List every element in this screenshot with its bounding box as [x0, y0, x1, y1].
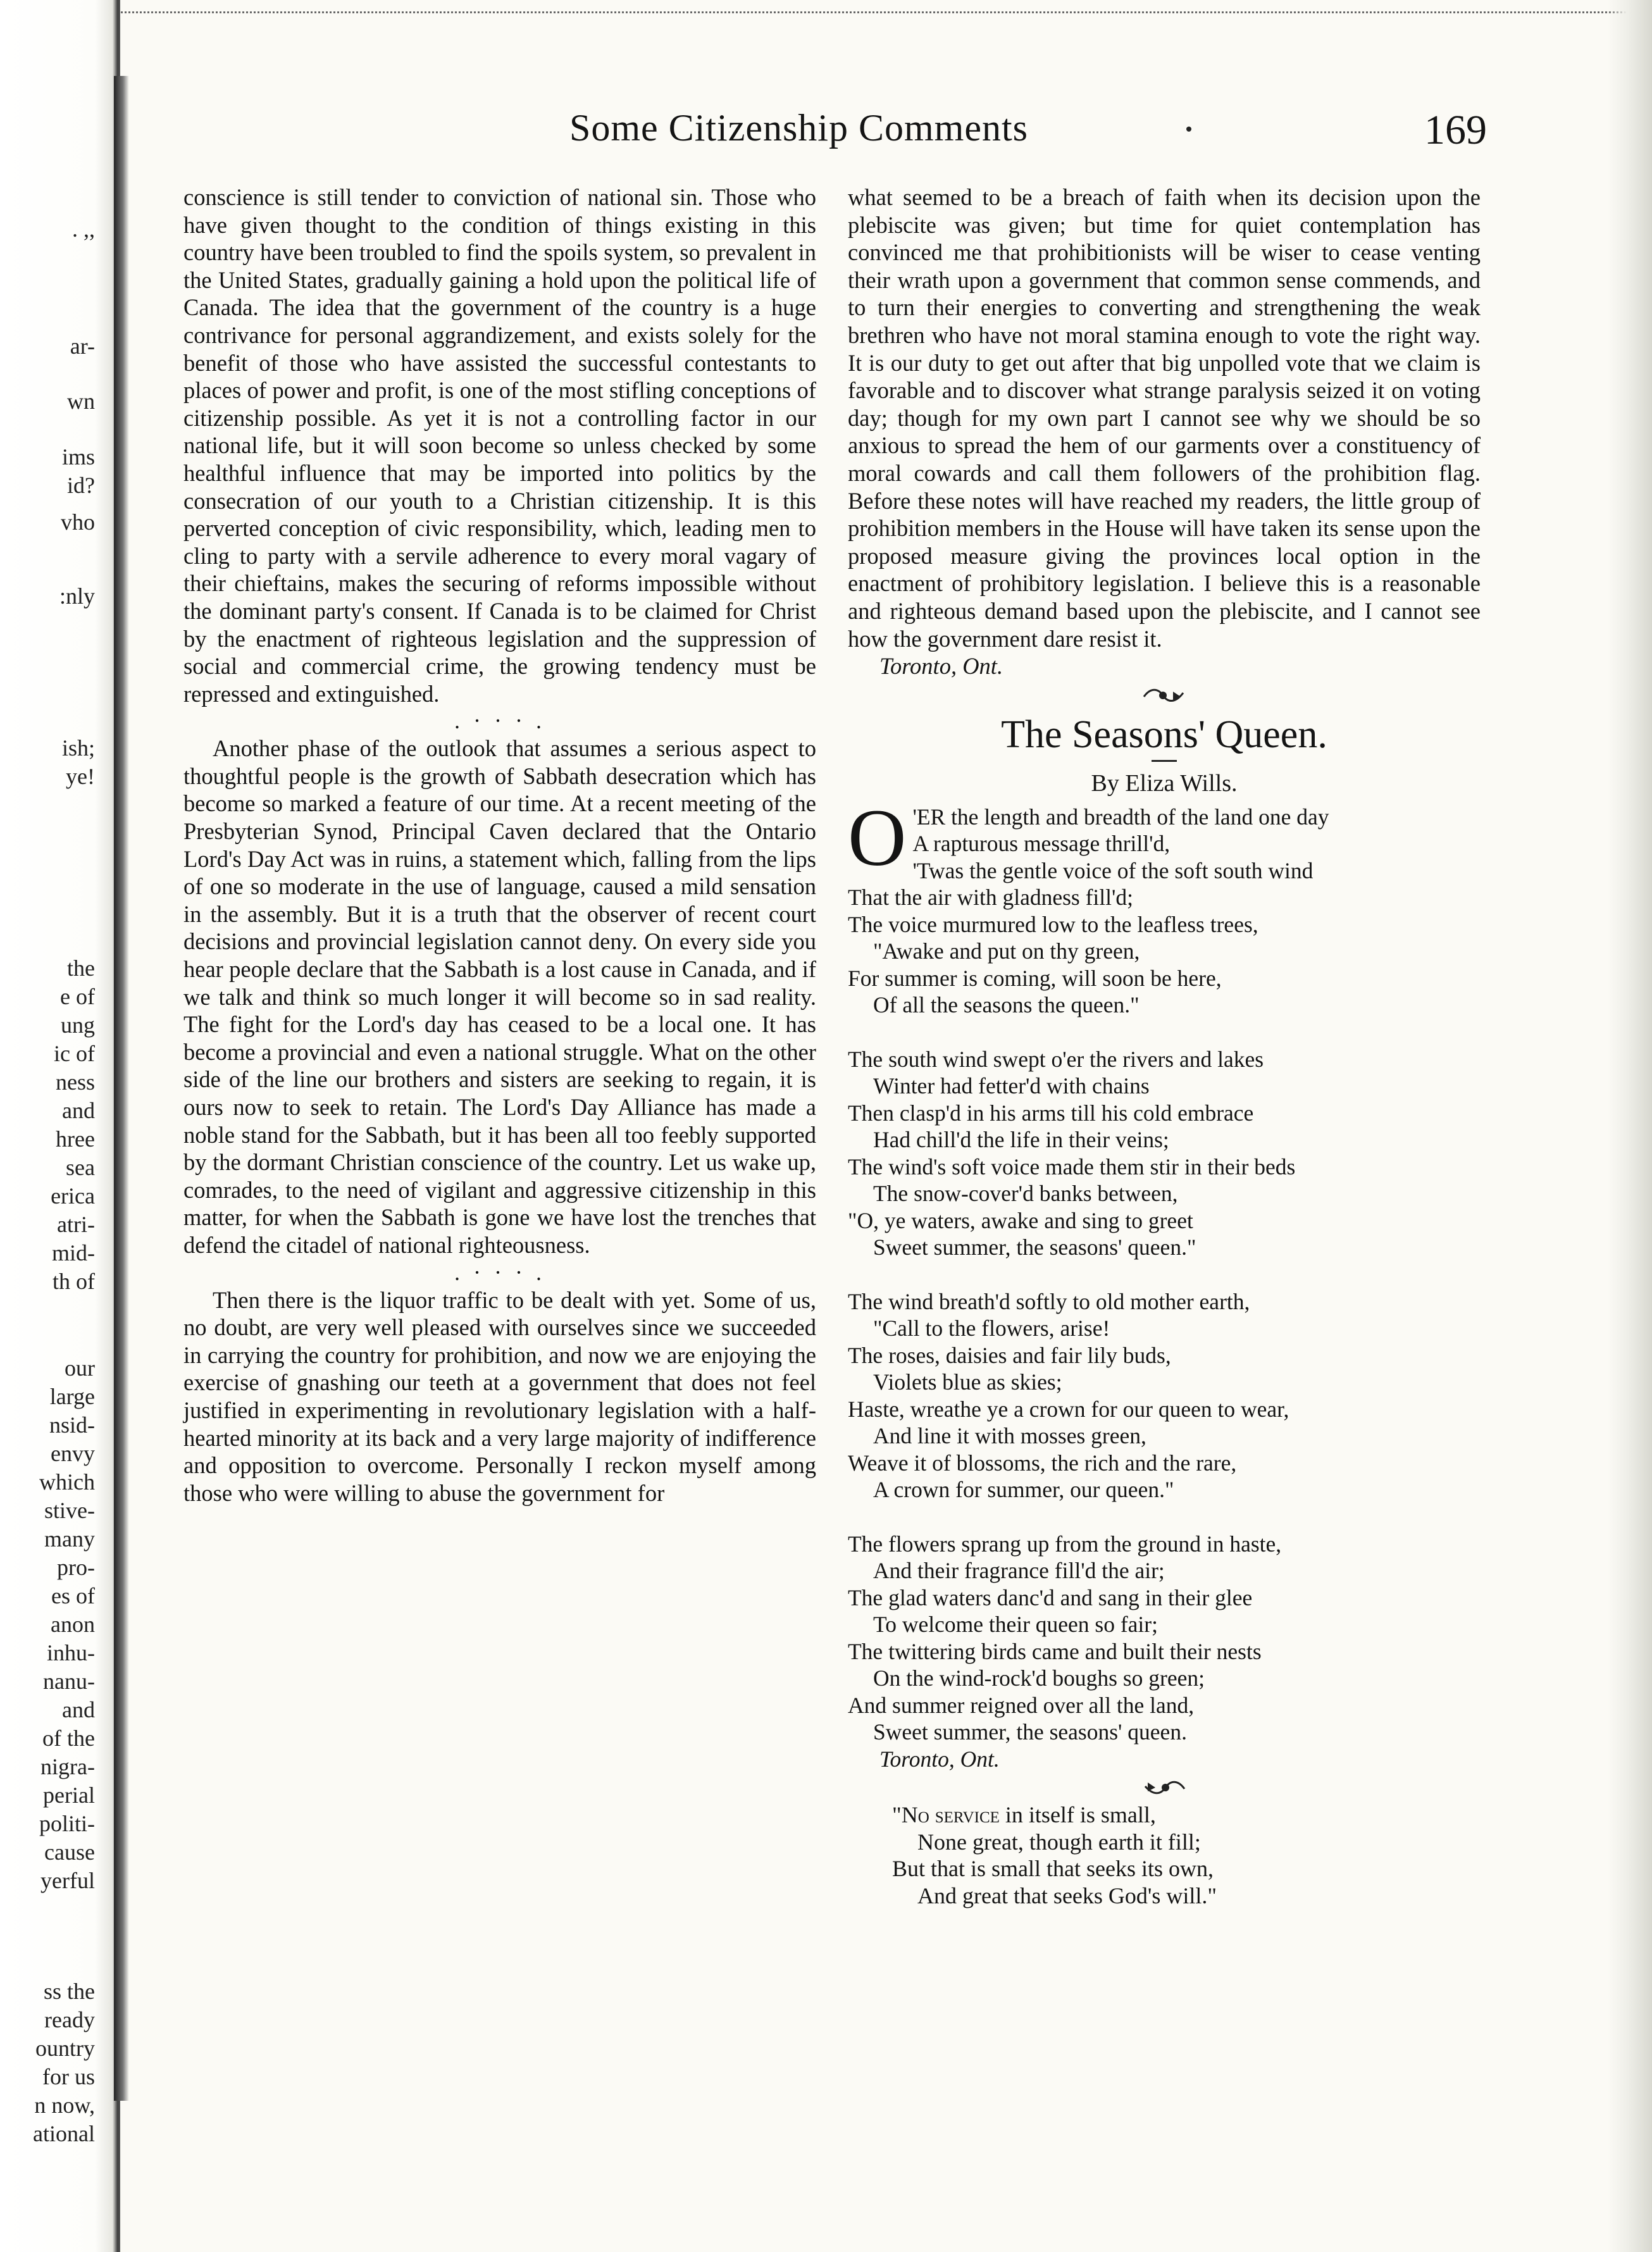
left-paragraph-3: Then there is the liquor traffic to be dealt with yet. Some of us, no doubt, are very well pleased with ourselves since we succeeded in carrying the country for prohibition, and now we are enjoying the exercise of gnashing our teeth at a government that does not feel justified in experimenting in revolutionary legislation with a half-hearted minority at its back and a very large majority of indifference and opposition to overcome. Personally I reckon myself among those who were willing to abuse the government for [183, 1286, 816, 1506]
margin-fragment: politi- [39, 1811, 95, 1836]
poem-stanza [848, 792, 1481, 1019]
margin-fragment: and [62, 1697, 95, 1722]
poem-line: To welcome their queen so fair; [873, 1612, 1158, 1638]
margin-fragment: nsid- [49, 1412, 95, 1438]
binding-shadow [114, 76, 129, 2101]
margin-fragment: wn [67, 389, 95, 414]
poem-line: The twittering birds came and built their nests [848, 1638, 1262, 1664]
margin-fragment: stive- [44, 1498, 95, 1523]
section-separator: . · · · . [454, 1259, 545, 1285]
poem-line: That the air with gladness fill'd; [848, 885, 1134, 911]
margin-fragment: ational [33, 2121, 95, 2146]
margin-fragment: ung [61, 1012, 95, 1038]
poem-line: Had chill'd the life in their veins; [873, 1127, 1169, 1153]
margin-fragment: nanu- [43, 1669, 95, 1694]
poem [848, 792, 1481, 1773]
margin-fragment-group [0, 734, 95, 791]
margin-fragment: which [39, 1469, 95, 1495]
poem-line: And their fragrance fill'd the air; [873, 1558, 1165, 1584]
margin-fragment: our [65, 1355, 95, 1381]
margin-fragment: mid- [52, 1240, 95, 1266]
running-header-title: Some Citizenship Comments [569, 107, 1028, 149]
running-header [569, 106, 1493, 157]
margin-fragment: large [49, 1384, 95, 1409]
fleuron-ornament-icon [1139, 1776, 1189, 1799]
margin-fragment: sea [66, 1155, 95, 1180]
title-rule [1152, 760, 1177, 762]
margin-fragment: the [67, 955, 95, 981]
margin-fragment: atri- [57, 1212, 95, 1237]
quote-line-rest: in itself is small, [999, 1802, 1156, 1828]
quote-line [892, 1801, 1481, 1829]
poem-line: Winter had fetter'd with chains [873, 1073, 1150, 1099]
margin-fragment: anon [51, 1612, 95, 1637]
margin-fragment-group [0, 1977, 95, 2148]
margin-fragment: hree [56, 1126, 95, 1152]
right-column [848, 184, 1481, 1909]
poem-line: The wind's soft voice made them stir in their beds [848, 1154, 1296, 1179]
margin-fragment-group [0, 508, 95, 537]
poem-line: Then clasp'd in his arms till his cold embrace [848, 1100, 1254, 1126]
poem-line: The snow-cover'd banks between, [873, 1181, 1178, 1207]
margin-fragment: pro- [57, 1555, 95, 1580]
margin-fragment-group [0, 332, 95, 361]
margin-fragment: for us [42, 2064, 95, 2089]
poem-line: The flowers sprang up from the ground in haste, [848, 1531, 1282, 1557]
margin-fragment: n now, [34, 2093, 95, 2118]
margin-fragment: envy [51, 1441, 95, 1466]
right-paragraph: what seemed to be a breach of faith when its decision upon the plebiscite was given; but time for quiet contemplation has convinced me that prohibitionists will be wiser to cease venting their wrath upon a government that common sense commends, and to turn their energies to converting and strengthening the weak brethren who have not moral stamina enough to vote the right way. It is our duty to get out after that big unpolled vote that we claim is favorable and to discover what strange paralysis seized it on voting day; though for my own part I cannot see why we should be so anxious to spread the hem of our garments over a constituency of moral cowards and call them followers of the prohibition flag. Before these notes will have reached my readers, the little group of prohibition members in the House will have taken its sense upon the proposed measure giving the provinces local option in the enactment of prohibitory legislation. I believe this is a reasonable and righteous demand based upon the plebiscite, and I cannot see how the government dare resist it. [848, 184, 1481, 652]
poem-line: A rapturous message thrill'd, [912, 831, 1171, 857]
margin-fragment: id? [67, 473, 95, 498]
poem-line: Weave it of blossoms, the rich and the rare, [848, 1450, 1237, 1476]
section-separator: . · · · . [454, 708, 545, 734]
article-signature: Toronto, Ont. [879, 653, 1003, 680]
page-number: 169 [1424, 107, 1487, 153]
drop-cap: O [848, 792, 907, 883]
margin-fragment: ready [44, 2007, 95, 2032]
margin-fragment: ountry [35, 2036, 95, 2061]
margin-fragment: inhu- [47, 1640, 95, 1665]
margin-fragment-group [0, 215, 95, 244]
margin-fragment: nigra- [40, 1754, 95, 1779]
poem-line: 'Twas the gentle voice of the soft south wind [912, 857, 1314, 883]
margin-fragment: cause [44, 1839, 95, 1865]
poem-line: Sweet summer, the seasons' queen." [873, 1235, 1196, 1260]
margin-fragment: th of [53, 1269, 95, 1294]
margin-fragment-group [0, 387, 95, 416]
margin-fragment-group [0, 954, 95, 1296]
poem-line: Of all the seasons the queen." [873, 992, 1140, 1018]
poem-line: Sweet summer, the seasons' queen. [873, 1719, 1187, 1745]
left-column [183, 184, 816, 1507]
poem-stanza [848, 1288, 1481, 1503]
margin-fragment: many [44, 1526, 95, 1552]
fleuron-ornament-icon [1139, 684, 1189, 707]
poem-line: The wind breath'd softly to old mother earth, [848, 1288, 1250, 1314]
margin-fragment: of the [42, 1726, 95, 1751]
page-top-edge [0, 0, 1652, 13]
right-page-edge [1608, 0, 1652, 2252]
poem-signature: Toronto, Ont. [879, 1746, 1000, 1772]
poem-line: A crown for summer, our queen." [873, 1477, 1174, 1503]
header-dot [1186, 127, 1191, 132]
poem-stanza [848, 1531, 1481, 1746]
margin-fragment-group [0, 582, 95, 611]
margin-fragment: and [62, 1098, 95, 1123]
margin-fragment: :nly [59, 583, 95, 609]
margin-fragment: ss the [44, 1979, 95, 2004]
poem-line: Haste, wreathe ye a crown for our queen to wear, [848, 1396, 1289, 1422]
margin-fragment-group [0, 1354, 95, 1895]
margin-fragment: yerful [40, 1868, 95, 1893]
poem-line: "O, ye waters, awake and sing to greet [848, 1207, 1193, 1233]
left-paragraph-1: conscience is still tender to conviction of national sin. Those who have given thought to the condition of things existing in this country have been troubled to find the spoils system, so prevalent in the United States, gradually gaining a hold upon the political life of Canada. The idea that the government of the country is a huge contrivance for personal aggrandizement, and exists solely for the benefit of those who have assisted the successful contestants to places of power and profit, is one of the most stifling conceptions of citizenship possible. As yet it is not a controlling factor in our national life, but it will soon become so unless checked by some healthful influence that may be imported into politics by the consecration of our youth to a Christian citizenship. It is this perverted conception of civic responsibility, which, leading men to cling to party with a servile adherence to every moral vagary of their chieftains, makes the securing of reforms impossible without the dominant party's consent. If Canada is to be claimed for Christ by the enactment of righteous legislation and the suppression of social and commercial crime, the growing tendency must be repressed and extinguished. [183, 184, 816, 707]
poem-line: 'ER the length and breadth of the land one day [912, 804, 1329, 830]
left-paragraph-2: Another phase of the outlook that assumes a serious aspect to thoughtful people is the growth of Sabbath desecration which has become so marked a feature of our time. At a recent meeting of the Presbyterian Synod, Principal Caven declared that the Ontario Lord's Day Act was in ruins, a statement which, falling from the lips of one so moderate in the use of language, caused a mild sensation in the assembly. But it is a truth that the observer of recent court decisions and provincial legislation cannot deny. On every side you hear people declare that the Sabbath is a lost cause in Canada, and if we talk and think so much longer it will become so in sad reality. The fight for the Lord's day has ceased to be a local one. It has become a provincial and even a national struggle. What on the other side of the line our brothers and sisters are seeking to regain, it is ours now to seek to retain. The Lord's Day Alliance has made a noble stand for the Sabbath, but it has been all too feebly supported by the dormant Christian conscience of the country. Let us wake up, comrades, to the need of vigilant and aggressive citizenship in this matter, for when the Sabbath is gone we have lost the trenches that defend the citadel of national righteousness. [183, 735, 816, 1258]
poem-stanza [848, 1046, 1481, 1261]
poem-line: The voice murmured low to the leafless trees, [848, 911, 1258, 937]
margin-fragment: ims [61, 444, 95, 470]
poem-line: The glad waters danc'd and sang in their glee [848, 1584, 1253, 1610]
poem-line: "Call to the flowers, arise! [873, 1316, 1110, 1341]
margin-fragment: . ,, [72, 216, 95, 242]
poem-line: The south wind swept o'er the rivers and lakes [848, 1046, 1264, 1072]
margin-fragment: ic of [54, 1041, 95, 1066]
poem-line: The roses, daisies and fair lily buds, [848, 1342, 1171, 1368]
poem-author: By Eliza Wills. [1091, 769, 1238, 797]
margin-fragment: vho [61, 509, 95, 535]
margin-fragment: erica [51, 1183, 95, 1209]
margin-fragment: e of [60, 984, 95, 1009]
quote-line: And great that seeks God's will." [917, 1882, 1217, 1908]
margin-fragment: perial [43, 1782, 95, 1808]
margin-fragment-group [0, 443, 95, 500]
quote-lead: "No service [892, 1802, 1000, 1828]
poem-line: On the wind-rock'd boughs so green; [873, 1665, 1205, 1691]
margin-fragment: ness [56, 1069, 95, 1095]
margin-fragment: ye! [66, 764, 95, 789]
quote-line: None great, though earth it fill; [917, 1829, 1201, 1855]
poem-title: The Seasons' Queen. [1001, 712, 1327, 756]
quote-line: But that is small that seeks its own, [892, 1856, 1214, 1882]
closing-quotation [848, 1801, 1481, 1909]
poem-line: And summer reigned over all the land, [848, 1692, 1195, 1718]
margin-fragment: ish; [61, 735, 95, 761]
poem-line: "Awake and put on thy green, [873, 938, 1140, 964]
poem-line: For summer is coming, will soon be here, [848, 965, 1222, 991]
poem-line: Violets blue as skies; [873, 1369, 1062, 1395]
margin-fragment: es of [51, 1583, 95, 1608]
margin-fragment: ar- [70, 333, 95, 359]
poem-line: And line it with mosses green, [873, 1423, 1146, 1449]
